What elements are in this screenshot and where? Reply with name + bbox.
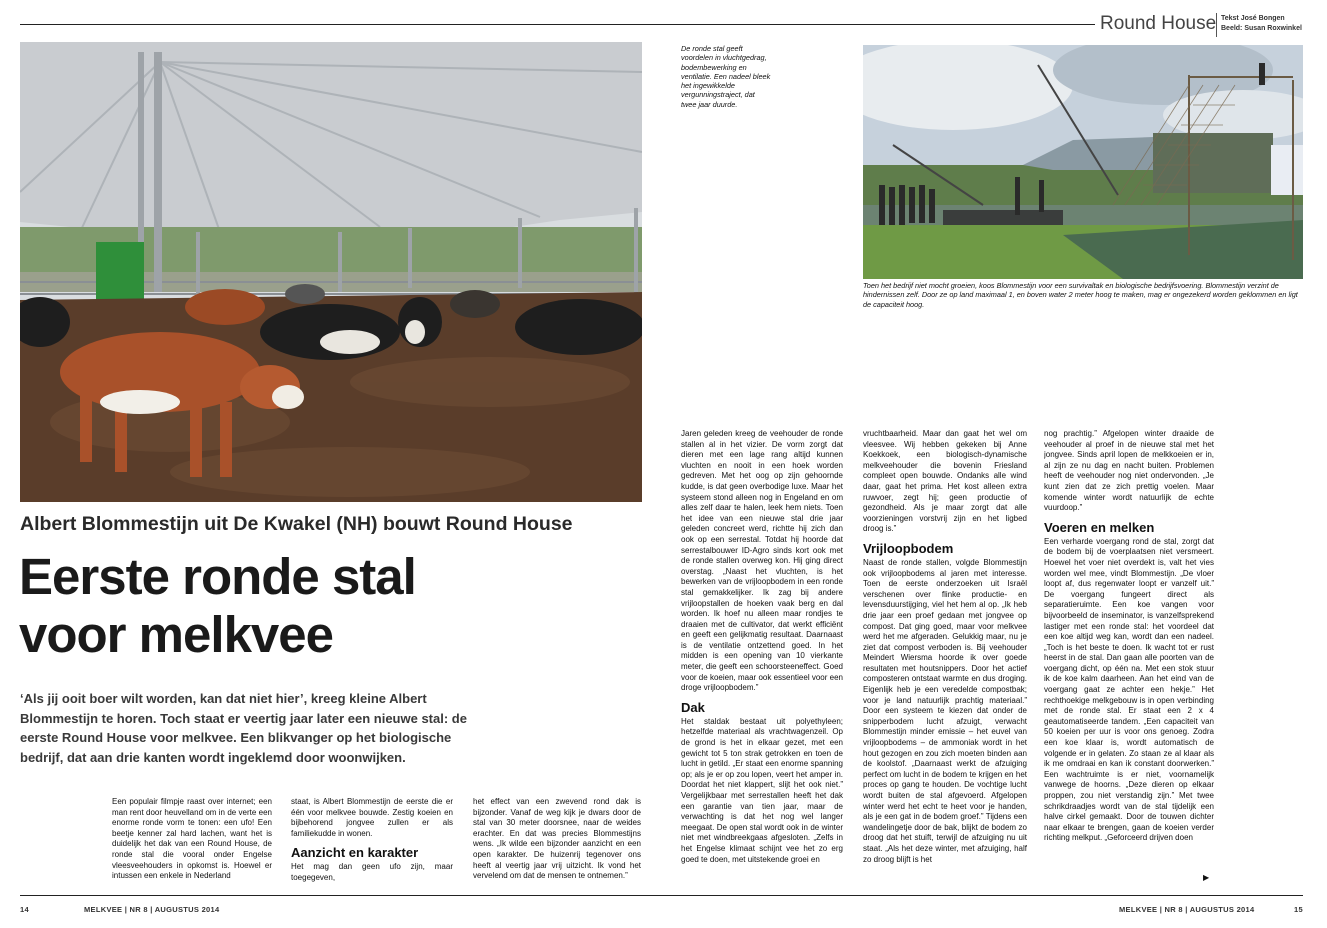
subheading-voeren: Voeren en melken (1044, 519, 1155, 535)
body-column-4 (681, 429, 843, 888)
body-column-1 (112, 797, 272, 887)
body-paragraph: Het staldak bestaat uit polyethyleen; hetzelfde materiaal als vrachtwagenzeil. Op de grond is het in elkaar gezet, met een gewicht tot 5 ton strak getrokken en toen de lucht in getild. „Er staat een enorme spanning op; als je er op zou lopen, veert het amper in. Doordat het niet klappert, slijt het ook niet.” Vergelijkbaar met serrestallen heeft het dak een garantie van tien jaar, maar de verwachting is dat het nog wel langer meegaat. De open stal wordt ook in de winter niet met windbreekgaas afgesloten. „Zelfs in het Engelse klimaat schijnt vee het zo erg goed te doen, met uitstekende groei en (681, 716, 843, 864)
article-intro: ‘Als jij ooit boer wilt worden, kan dat niet hier’, kreeg kleine Albert Blommestijn te horen. Toch staat er veertig jaar later een nieuwe stal: de eerste Round House voor melkvee. Een blikvanger op het biologische bedrijf, dat aan drie kanten wordt ingeklemd door woonwijken. (20, 691, 467, 765)
subheading-vrijloopbodem: Vrijloopbodem (863, 540, 954, 556)
body-paragraph: Een verharde voergang rond de stal, zorgt dat de bodem bij de voerplaatsen niet versmeert. Hoewel het voer niet overdekt is, valt het vies worden wel mee, vindt Blommestijn. „De vloer loopt af, dus regenwater loopt er vanzelf uit.” De voergang fungeert direct als separatieruimte. Een koe vangen voor bijvoorbeeld de inseminator, is vanzelfsprekend lastiger met een ronde stal: het voordeel dat een koe altijd weg kan, wordt dan een nadeel. „Toch is het beste te doen. Ik wacht tot er rust heerst in de stal. Dan gaan alle poorten van de voergang dicht, op één na. Met een stok stuur ik de koe kalm daarheen. Aan het eind van de voergang gaat ze achter een hekje.” Het rechthoekige melkgebouw is in open verbinding met de ronde stal. Er staat een 2 x 4 geautomatiseerde tandem. „Een capaciteit van 50 koeien per uur is voor ons genoeg. Zodra een koe klaar is, wordt automatisch de volgende er in gelaten. Zo staan ze al klaar als ik me omdraai en kan ik constant doorwerken.” Een wachtruimte is er niet, voornamelijk vanwege de hoorns. „Deze dieren op elkaar proppen, zou niet verstandig zijn.” Met twee schrikdraadjes wordt van de stal tijdelijk een halve cirkel gemaakt. Door de touwen dichter naar elkaar te brengen, gaan de koeien verder richting melkput. „Geforceerd drijven doen (1044, 536, 1214, 843)
body-paragraph: vruchtbaarheid. Maar dan gaat het wel om vleesvee. Wij hebben gekeken bij Anne Koekkoek, een biologisch-dynamische melkveehouder die bovenin Friesland compleet open bouwde. Ondanks alle wind daar, gaat het prima. Het kost alleen extra ruwvoer, zegt hij; geen productie of gezondheid. Als je maar zorgt dat alle voorzieningen vorstvrij zijn en het ligbed droog is.” (863, 429, 1027, 534)
headline-line-1: Eerste ronde stal (19, 548, 416, 605)
section-title: Round House (1100, 13, 1217, 34)
body-paragraph: Een populair filmpje raast over internet; een man rent door heuvelland om in de verte een enorme ronde vorm te tonen: een ufo! Een beetje kenner zal hard lachen, want het is duidelijk het dak van een Round House, de ronde stal die vooral onder Engelse vleesveehouders in opkomst is. Hoewel er intussen een enkele in Nederland (112, 797, 272, 881)
footer-rule (20, 895, 1303, 896)
body-paragraph: het effect van een zwevend rond dak is bijzonder. Vanaf de weg kijk je dwars door de stal van 30 meter doorsnee, naar de weides erachter. En dat was precies Blommestijns wens. „Ik wilde een bijzonder aanzicht en een open karakter. De huizenrij tegenover ons heeft al veertig jaar vrij uitzicht. Ik vond het vervelend om dat de mensen te ontnemen.” (473, 797, 641, 881)
caption-round-barn: De ronde stal geeft voordelen in vluchtgedrag, bodembewerking en ventilatie. Een nadeel bleek het ingewikkelde vergunningstraject, dat twee jaar duurde. (681, 44, 771, 109)
caption-survival-course: Toen het bedrijf niet mocht groeien, koos Blommestijn voor een survivaltak en biologische bedrijfsvoering. Blommestijn verzint de hindernissen zelf. Door ze op land maximaal 1, en boven water 2 meter hoog te maken, mag er ongezekerd worden geklommen en ligt de capaciteit hoog. (863, 281, 1298, 309)
credits (1221, 14, 1302, 33)
body-column-6 (1044, 429, 1214, 888)
body-paragraph: Het mag dan geen ufo zijn, maar toegegeven, (291, 862, 453, 882)
body-column-5 (863, 429, 1027, 888)
page-number-right: 15 (1294, 905, 1303, 914)
magazine-issue-right: MELKVEE | NR 8 | AUGUSTUS 2014 (1119, 905, 1255, 914)
header-rule (20, 24, 1095, 25)
headline-line-2: voor melkvee (19, 606, 334, 663)
body-paragraph: staat, is Albert Blommestijn de eerste die er één voor melkvee bouwde. Zestig koeien en bijbehorend jongvee zullen er als familiekudde in wonen. (291, 797, 453, 838)
headline (19, 548, 639, 664)
magazine-issue-left: MELKVEE | NR 8 | AUGUSTUS 2014 (84, 905, 220, 914)
subheading-aanzicht: Aanzicht en karakter (291, 845, 419, 861)
body-paragraph: Naast de ronde stallen, volgde Blommestijn ook vrijloopbodems al jaren met interesse. Toen de eerste onderzoeken uit Israël verschenen over flinke productie- en levensduurstijging, viel het hem al op. „Ik heb drie jaar een proef gedaan met jongvee op compost. Dat ging goed, maar voor melkvee werd het me afgeraden. Gelukkig maar, nu je ziet dat compost verboden is. Bij veehouder Meindert Wiersma hoorde ik over goede resultaten met houtsnippers. Door het actief composteren ontstaat warmte en dus droging. Eigenlijk heb je een veredelde compostbak; voor je land natuurlijk prachtig materiaal.” Door een systeem te kiezen dat onder de snipperbodem lucht afzuigt, verwacht Blommestijn minder emissie – het euvel van vrijloopbodems – de ammoniak wordt in het hout gezogen en zou zich moeten binden aan de koolstof. „Daarnaast werkt de afzuiging perfect om lucht in de bodem te krijgen en het proces op gang te houden. De vochtige lucht wordt buiten de stal afgevoerd. Afgelopen winter werd het echt te heet voor je handen, als je een gat in de bodem groef.” Tijdens een wandelingetje door de bak, blijkt de bodem zo droog dat het stuift, terwijl de afzuiging nu uit staat. „Als het deze winter, met afzuiging, half zo droog blijft is het (863, 557, 1027, 864)
credit-image: Beeld: Susan Roxwinkel (1221, 24, 1302, 32)
continue-arrow-icon: ▶ (1203, 873, 1210, 882)
body-paragraph: Jaren geleden kreeg de veehouder de ronde stallen al in het vizier. De vorm zorgt dat dieren met een lage rang altijd kunnen vluchten en nooit in een hoek worden gedreven. Met het oog op zijn gehoornde kudde, is dat geen overbodige luxe. Maar het systeem stond alleen nog in Engeland en om alles zelf daar te halen, leek hem niets. Toen het idee van een nieuwe stal drie jaar geleden concreet werd, richtte hij zich dan ook op een serrestal. Totdat hij hoorde dat serrestalbouwer ID-Agro sinds kort ook met de ronde stallen overweg kon. Hij ging direct overstag. „Naast het vluchten, is het bewerken van de vrijloopbodem in een ronde stal gemakkelijker. Ik zag bij andere vrijloopstallen de hoeken vaak berg en dal worden. Ik hoef nu alleen maar rondjes te draaien met de cultivator, dat werkt efficiënt en geeft een gelijkmatig resultaat. Daarnaast is de ventilatie ontzettend goed. In het midden is een opening van 10 vierkante meter, die geeft een schoorsteeneffect. Goed voor de koeien, maar ook essentieel voor een droge vrijloopbodem.” (681, 429, 843, 693)
section-divider (1216, 13, 1217, 37)
photo-round-barn-cows (20, 42, 642, 502)
photo-survival-course (863, 45, 1303, 279)
subheading-dak: Dak (681, 699, 705, 715)
page-number-left: 14 (20, 905, 29, 914)
credit-text: Tekst José Bongen (1221, 15, 1285, 22)
body-column-2 (291, 797, 453, 887)
body-paragraph: nog prachtig.” Afgelopen winter draaide de veehouder al proef in de nieuwe stal met het jongvee. Sinds april lopen de melkkoeien er in, al zijn ze nu dag en nacht buiten. Problemen heeft de veehouder nog niet ondervonden. „Je kunt zien dat ze zich prettig voelen. Maar komende winter wordt natuurlijk de echte vuurdoop.” (1044, 429, 1214, 513)
article-kicker: Albert Blommestijn uit De Kwakel (NH) bouwt Round House (20, 513, 573, 535)
body-column-3 (473, 797, 641, 887)
